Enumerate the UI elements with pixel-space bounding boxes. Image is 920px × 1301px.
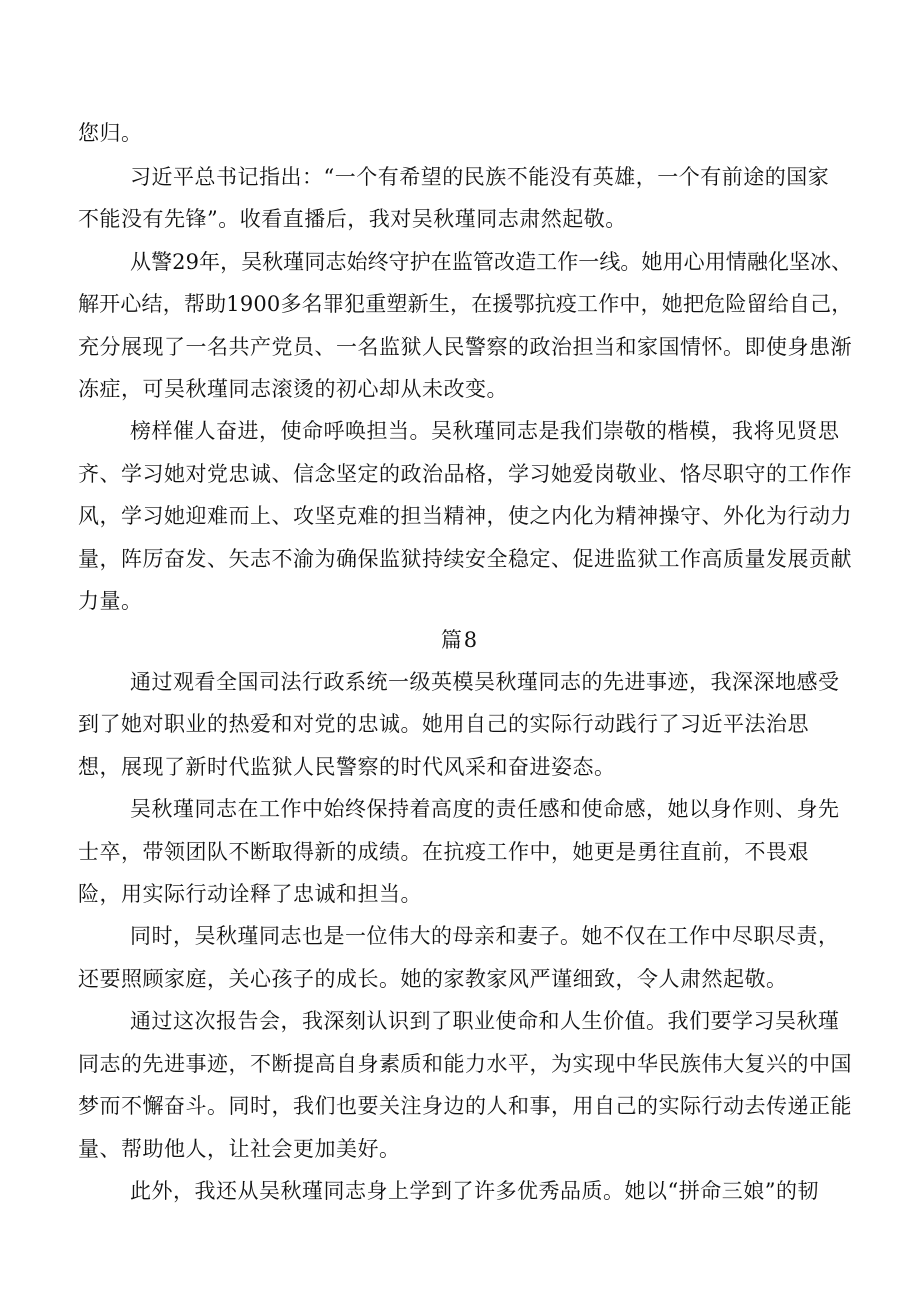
text-line-8: 榜样催人奋进，使命呼唤担当。吴秋瑾同志是我们崇敬的楷模，我将见贤思 xyxy=(130,419,840,443)
text-line-14: 到了她对职业的热爱和对党的忠诚。她用自己的实际行动践行了习近平法治思 xyxy=(78,712,809,736)
text-line-6: 充分展现了一名共产党员、一名监狱人民警察的政治担当和家国情怀。即使身患渐 xyxy=(78,335,852,359)
text-line-4: 从警29年，吴秋瑾同志始终守护在监管改造工作一线。她用心用情融化坚冰、 xyxy=(130,250,853,274)
text-line-7: 冻症，可吴秋瑾同志滚烫的初心却从未改变。 xyxy=(78,377,508,401)
text-line-9: 齐、学习她对党忠诚、信念坚定的政治品格，学习她爱岗敬业、恪尽职守的工作作 xyxy=(78,462,852,486)
text-line-21: 通过这次报告会，我深刻认识到了职业使命和人生价值。我们要学习吴秋瑾 xyxy=(130,1009,840,1033)
text-line-16: 吴秋瑾同志在工作中始终保持着高度的责任感和使命感，她以身作则、身先 xyxy=(130,797,840,821)
text-line-18: 险，用实际行动诠释了忠诚和担当。 xyxy=(78,882,422,906)
text-line-12: 力量。 xyxy=(78,589,143,613)
text-line-15: 想，展现了新时代监狱人民警察的时代风采和奋进姿态。 xyxy=(78,755,616,779)
text-line-2: 习近平总书记指出：“一个有希望的民族不能没有英雄，一个有前途的国家 xyxy=(130,165,830,189)
text-line-19: 同时，吴秋瑾同志也是一位伟大的母亲和妻子。她不仅在工作中尽职尽责， xyxy=(130,924,840,948)
text-line-3: 不能没有先锋”。收看直播后，我对吴秋瑾同志肃然起敬。 xyxy=(78,207,627,231)
text-line-13: 通过观看全国司法行政系统一级英模吴秋瑾同志的先进事迹，我深深地感受 xyxy=(130,670,840,694)
text-line-22: 同志的先进事迹，不断提高自身素质和能力水平，为实现中华民族伟大复兴的中国 xyxy=(78,1052,852,1076)
text-line-20: 还要照顾家庭，关心孩子的成长。她的家教家风严谨细致，令人肃然起敬。 xyxy=(78,967,788,991)
text-line-23: 梦而不懈奋斗。同时，我们也要关注身边的人和事，用自己的实际行动去传递正能 xyxy=(78,1094,852,1118)
text-line-25: 此外，我还从吴秋瑾同志身上学到了许多优秀品质。她以“拼命三娘”的韧 xyxy=(130,1179,819,1203)
text-line-11: 量，阵厉奋发、矢志不渝为确保监狱持续安全稳定、促进监狱工作高质量发展贡献 xyxy=(78,547,852,571)
text-line-1: 您归。 xyxy=(78,121,143,145)
section-heading: 篇8 xyxy=(440,628,480,652)
text-line-17: 士卒，带领团队不断取得新的成绩。在抗疫工作中，她更是勇往直前，不畏艰 xyxy=(78,840,809,864)
text-line-5: 解开心结，帮助1900多名罪犯重塑新生，在援鄂抗疫工作中，她把危险留给自己， xyxy=(78,292,853,316)
text-line-24: 量、帮助他人，让社会更加美好。 xyxy=(78,1137,401,1161)
text-line-10: 风，学习她迎难而上、攻坚克难的担当精神，使之内化为精神操守、外化为行动力 xyxy=(78,504,852,528)
